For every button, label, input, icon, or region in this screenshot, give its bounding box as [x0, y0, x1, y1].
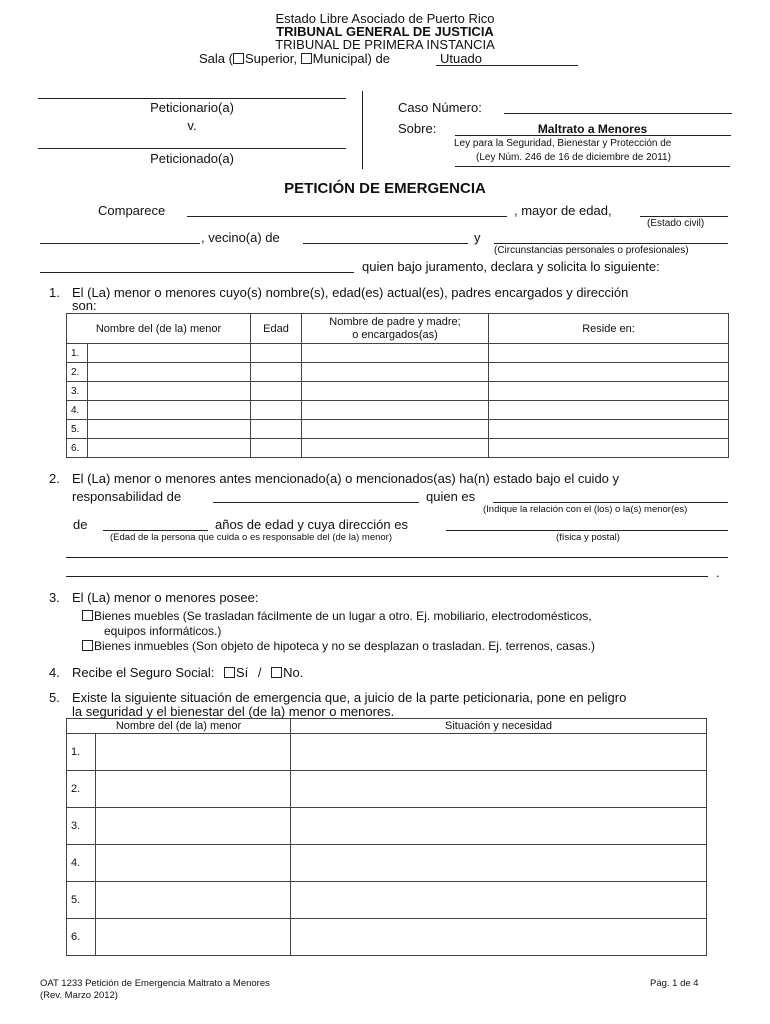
situacion-cell[interactable]	[291, 734, 707, 771]
row-number: 5.	[71, 424, 80, 435]
row-number: 3.	[67, 808, 96, 845]
vecino-label: , vecino(a) de	[201, 230, 280, 245]
reside-cell[interactable]	[489, 401, 729, 420]
mayor-edad-label: , mayor de edad,	[514, 203, 612, 218]
header-line-2: TRIBUNAL GENERAL DE JUSTICIA	[276, 24, 494, 39]
superior-checkbox[interactable]	[233, 53, 244, 64]
edad-cell[interactable]	[251, 420, 302, 439]
table-row	[67, 771, 707, 808]
col-reside: Reside en:	[489, 314, 729, 344]
caso-label: Caso Número:	[398, 100, 482, 115]
sobre-label: Sobre:	[398, 121, 437, 136]
table-row	[67, 845, 707, 882]
superior-label: Superior,	[244, 51, 298, 66]
row-number: 1.	[71, 348, 80, 359]
nombre-menor-cell[interactable]	[96, 808, 291, 845]
no-label: No.	[283, 665, 304, 680]
seguro-social-label: Recibe el Seguro Social:	[72, 665, 215, 680]
peticionado-line[interactable]	[38, 148, 346, 149]
table-row	[67, 420, 729, 439]
direccion-field[interactable]	[446, 530, 728, 531]
versus-label: v.	[187, 118, 197, 133]
circunstancias-cont-field[interactable]	[40, 272, 354, 273]
sala-value[interactable]: Utuado	[440, 51, 482, 66]
col-padres-line1: Nombre de padre y madre;	[329, 315, 461, 328]
seguro-social-option	[72, 665, 303, 680]
menores-table-header	[67, 314, 729, 344]
menores-table	[66, 313, 729, 458]
padres-cell[interactable]	[302, 363, 489, 382]
row-number: 5.	[67, 882, 96, 919]
nombre-menor-cell[interactable]	[67, 363, 251, 382]
item-2-number: 2.	[49, 471, 60, 486]
de-label: de	[73, 517, 88, 532]
col-situacion: Situación y necesidad	[291, 719, 707, 734]
sobre-value: Maltrato a Menores	[537, 122, 648, 136]
municipal-checkbox[interactable]	[301, 53, 312, 64]
nombre-menor-cell[interactable]	[67, 344, 251, 363]
vecino-de-field[interactable]	[303, 243, 468, 244]
ley-line-2: (Ley Núm. 246 de 16 de diciembre de 2011)	[476, 152, 671, 163]
col-nombre-menor: Nombre del (de la) menor	[67, 314, 251, 344]
nombre-menor-cell[interactable]	[96, 882, 291, 919]
situacion-cell[interactable]	[291, 845, 707, 882]
row-number: 4.	[67, 845, 96, 882]
responsabilidad-label: responsabilidad de	[72, 489, 182, 504]
inmuebles-label: Bienes inmuebles (Son objeto de hipoteca y no se desplazan o trasladan. Ej. terrenos, casas.)	[94, 639, 595, 653]
row-number: 3.	[71, 386, 80, 397]
item-5-text-2: la seguridad y el bienestar del (de la) menor o menores.	[72, 704, 395, 719]
quien-es-label: quien es	[426, 489, 476, 504]
direccion-period: .	[716, 565, 720, 580]
anos-label: años de edad y cuya dirección es	[215, 517, 408, 532]
table-row	[67, 344, 729, 363]
municipal-label: Municipal) de	[312, 51, 390, 66]
item-3-number: 3.	[49, 590, 60, 605]
y-label: y	[474, 230, 481, 245]
muebles-checkbox[interactable]	[82, 610, 93, 621]
footer-form-id: OAT 1233 Petición de Emergencia Maltrato a Menores	[40, 978, 270, 989]
edad-cell[interactable]	[251, 344, 302, 363]
item-5-number: 5.	[49, 690, 60, 705]
muebles-label-2: equipos informáticos.)	[104, 624, 222, 638]
item-5-text: Existe la siguiente situación de emergencia que, a juicio de la parte peticionaria, pone en peligro	[72, 690, 627, 705]
sala-line	[199, 51, 390, 66]
fisica-note: (física y postal)	[556, 532, 620, 543]
comparece-label: Comparece	[98, 203, 166, 218]
reside-cell[interactable]	[489, 344, 729, 363]
si-checkbox[interactable]	[224, 667, 235, 678]
sobre-underline	[455, 135, 731, 136]
circunstancias-field[interactable]	[494, 243, 728, 244]
row-number: 6.	[67, 919, 96, 956]
muebles-option	[82, 609, 592, 623]
edad-cell[interactable]	[251, 382, 302, 401]
item-1-text: El (La) menor o menores cuyo(s) nombre(s), edad(es) actual(es), padres encargados y dirección	[72, 285, 629, 300]
padres-cell[interactable]	[302, 401, 489, 420]
padres-cell[interactable]	[302, 382, 489, 401]
no-checkbox[interactable]	[271, 667, 282, 678]
estado-civil-field[interactable]	[640, 216, 728, 217]
si-no-separator: /	[257, 665, 262, 680]
caption-divider	[362, 91, 364, 169]
inmuebles-option	[82, 639, 595, 653]
row-number: 2.	[71, 367, 80, 378]
table-row	[67, 808, 707, 845]
reside-cell[interactable]	[489, 439, 729, 458]
header-line-3: TRIBUNAL DE PRIMERA INSTANCIA	[275, 37, 495, 52]
responsable-name-field[interactable]	[213, 502, 419, 503]
inmuebles-checkbox[interactable]	[82, 640, 93, 651]
table-row	[67, 401, 729, 420]
situacion-cell[interactable]	[291, 808, 707, 845]
edad-responsable-field[interactable]	[103, 530, 208, 531]
footer-page-number: Pág. 1 de 4	[650, 978, 699, 989]
padres-cell[interactable]	[302, 420, 489, 439]
reside-cell[interactable]	[489, 382, 729, 401]
table-row	[67, 382, 729, 401]
row-number: 1.	[67, 734, 96, 771]
nombre-menor-cell[interactable]	[67, 401, 251, 420]
direccion-line-2[interactable]	[66, 557, 728, 558]
padres-cell[interactable]	[302, 344, 489, 363]
situacion-table	[66, 718, 707, 956]
reside-cell[interactable]	[489, 420, 729, 439]
nombre-menor-cell[interactable]	[96, 919, 291, 956]
comparece-name-field[interactable]	[187, 216, 507, 217]
col-padres	[302, 314, 489, 344]
peticionario-line[interactable]	[38, 98, 346, 99]
sala-underline	[436, 65, 578, 66]
juramento-text: quien bajo juramento, declara y solicita lo siguiente:	[362, 259, 660, 274]
footer-revision: (Rev. Marzo 2012)	[40, 990, 118, 1001]
table-row	[67, 882, 707, 919]
row-number: 2.	[67, 771, 96, 808]
situacion-cell[interactable]	[291, 771, 707, 808]
page-title: PETICIÓN DE EMERGENCIA	[284, 180, 486, 197]
item-3-text: El (La) menor o menores posee:	[72, 590, 259, 605]
sala-prefix: Sala (	[199, 51, 233, 66]
header-line-1: Estado Libre Asociado de Puerto Rico	[275, 11, 495, 26]
table-row	[67, 439, 729, 458]
circunstancias-note: (Circunstancias personales o profesionales)	[494, 245, 689, 256]
edad-cell[interactable]	[251, 401, 302, 420]
col-padres-line2: o encargados(as)	[352, 328, 438, 341]
ley-line-1: Ley para la Seguridad, Bienestar y Protección de	[454, 138, 672, 149]
relacion-note: (Indique la relación con el (los) o la(s) menor(es)	[483, 504, 688, 515]
nombre-menor-cell[interactable]	[67, 420, 251, 439]
edad-note: (Edad de la persona que cuida o es responsable del (de la) menor)	[110, 532, 393, 543]
table-row	[67, 363, 729, 382]
nombre-menor-cell[interactable]	[96, 771, 291, 808]
edad-cell[interactable]	[251, 363, 302, 382]
caso-number-field[interactable]	[504, 113, 732, 114]
ley-underline	[455, 166, 730, 167]
reside-cell[interactable]	[489, 363, 729, 382]
relacion-field[interactable]	[493, 502, 728, 503]
nombre-menor-cell[interactable]	[96, 734, 291, 771]
col-edad: Edad	[251, 314, 302, 344]
estado-civil-note: (Estado civil)	[647, 218, 705, 229]
situacion-table-header	[67, 719, 707, 734]
nombre-menor-cell[interactable]	[67, 439, 251, 458]
row-number: 6.	[71, 443, 80, 454]
direccion-line-3[interactable]	[66, 576, 708, 577]
situacion-cell[interactable]	[291, 919, 707, 956]
edad-cell[interactable]	[251, 439, 302, 458]
item-1-number: 1.	[49, 285, 60, 300]
item-2-text: El (La) menor o menores antes mencionado(a) o mencionados(as) ha(n) estado bajo el cuido y	[72, 471, 620, 486]
muebles-label: Bienes muebles (Se trasladan fácilmente de un lugar a otro. Ej. mobiliario, electrodomésticos,	[94, 609, 592, 623]
item-4-number: 4.	[49, 665, 60, 680]
nombre-menor-cell[interactable]	[67, 382, 251, 401]
peticionario-label: Peticionario(a)	[150, 100, 234, 115]
table-row	[67, 734, 707, 771]
si-label: Sí	[235, 665, 249, 680]
table-row	[67, 919, 707, 956]
padres-cell[interactable]	[302, 439, 489, 458]
row-number: 4.	[71, 405, 80, 416]
peticionado-label: Peticionado(a)	[150, 151, 234, 166]
nombre-menor-cell[interactable]	[96, 845, 291, 882]
item-1-text-2: son:	[72, 298, 97, 313]
situacion-cell[interactable]	[291, 882, 707, 919]
col-nombre-menor-5: Nombre del (de la) menor	[67, 719, 291, 734]
nombre-vecino-field[interactable]	[40, 243, 200, 244]
